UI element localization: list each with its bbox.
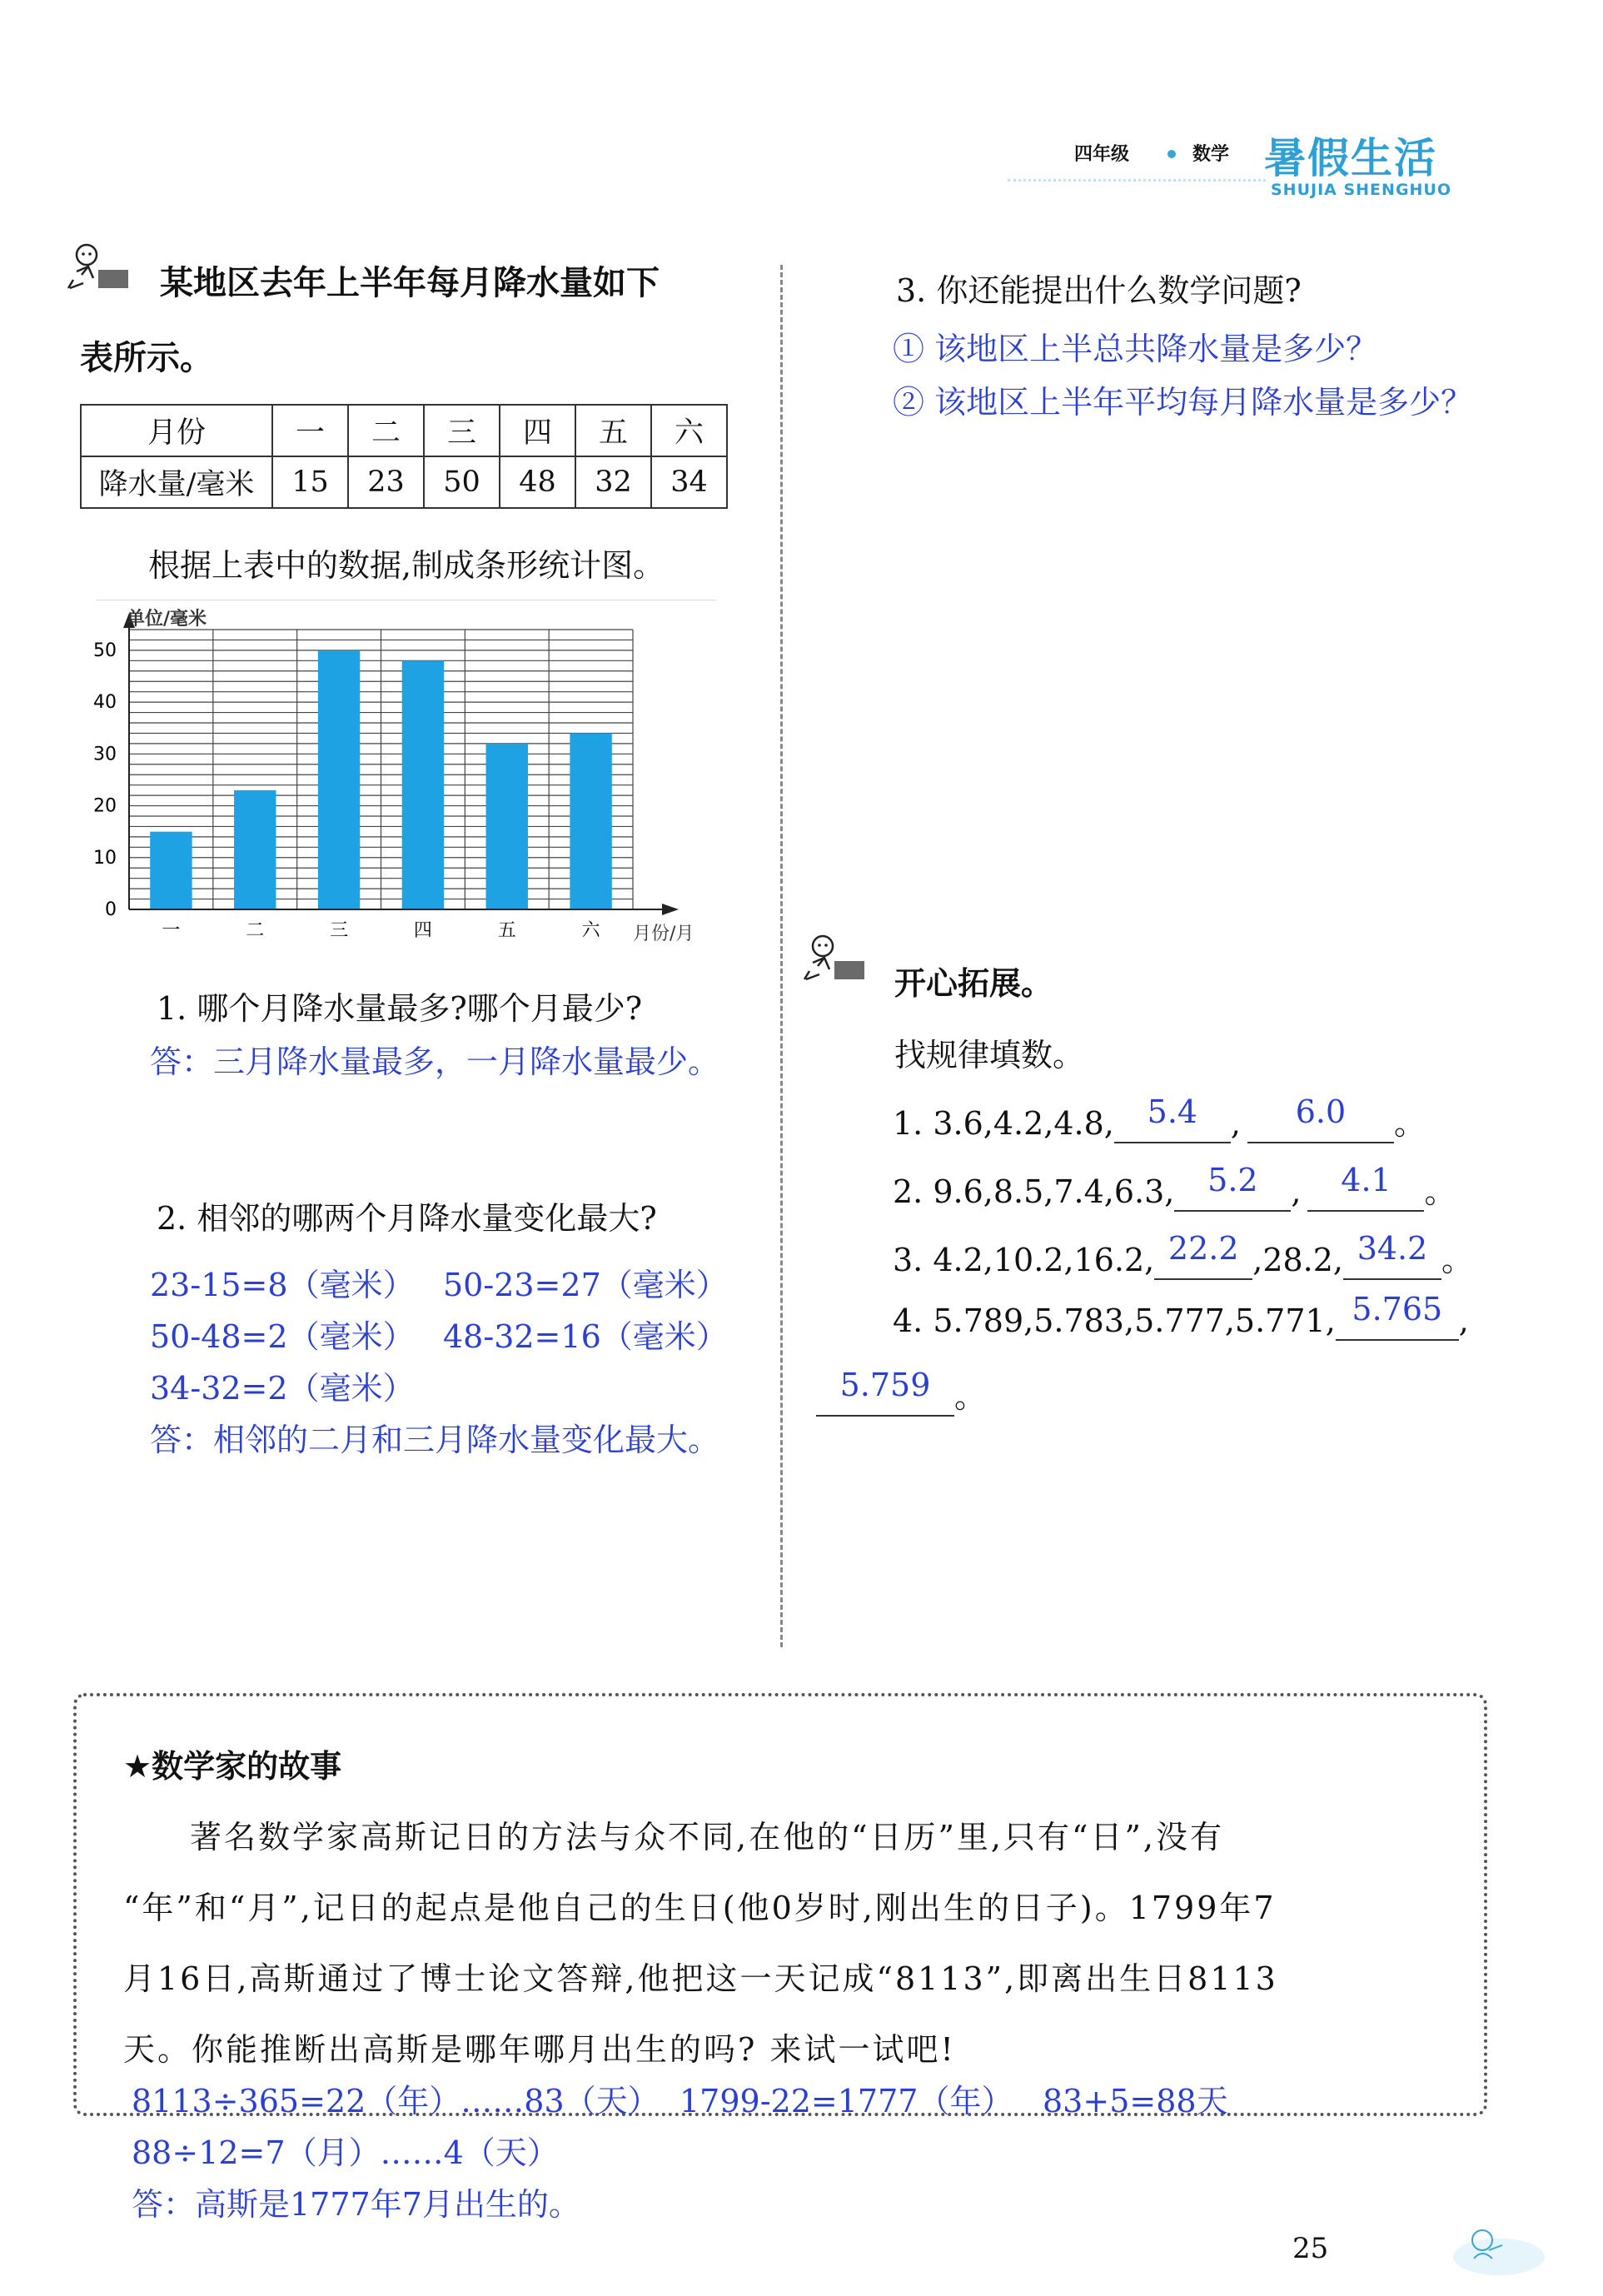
x-tick-label: 五 bbox=[497, 920, 516, 941]
table-value: 48 bbox=[500, 456, 575, 508]
y-tick-label: 30 bbox=[93, 744, 117, 765]
sequence-1: 1. 3.6,4.2,4.8, 5.4 , 6.0 。 bbox=[893, 1093, 1426, 1142]
sequence-3: 3. 4.2,10.2,16.2, 22.2 ,28.2, 34.2 。 bbox=[893, 1230, 1474, 1278]
table-month: 一 bbox=[272, 405, 348, 456]
table-header-label: 月份 bbox=[81, 405, 272, 456]
question-3: 3. 你还能提出什么数学问题? bbox=[896, 272, 1302, 309]
table-row bbox=[81, 456, 727, 508]
sequence-2: 2. 9.6,8.5,7.4,6.3, 5.2 , 4.1 。 bbox=[893, 1162, 1456, 1210]
answer-1: 答：三月降水量最多，一月降水量最少。 bbox=[150, 1043, 720, 1080]
story-title: ★数学家的故事 bbox=[123, 1748, 342, 1785]
answer-2-calc: 34-32=2（毫米） bbox=[150, 1370, 415, 1407]
answer-blank: 5.759 bbox=[816, 1378, 954, 1417]
x-tick-label: 三 bbox=[330, 920, 349, 941]
story-answer-calc: 88÷12=7（月）……4（天） bbox=[132, 2134, 559, 2171]
answer-3-1: ① 该地区上半总共降水量是多少？ bbox=[893, 331, 1378, 367]
answer-blank: 34.2 bbox=[1343, 1242, 1441, 1280]
table-value: 50 bbox=[424, 456, 500, 508]
bar bbox=[570, 733, 611, 909]
story-paragraph: 天。你能推断出高斯是哪年哪月出生的吗? 来试一试吧! bbox=[123, 2031, 956, 2068]
header-rule bbox=[1008, 179, 1266, 182]
answer-blank: 4.1 bbox=[1307, 1173, 1424, 1212]
bar bbox=[402, 660, 444, 909]
answer-2-calc: 50-48=2（毫米） bbox=[150, 1318, 415, 1355]
table-month: 四 bbox=[500, 405, 575, 456]
answer-2-calc: 48-32=16（毫米） bbox=[443, 1318, 728, 1355]
expansion-instruction: 找规律填数。 bbox=[894, 1037, 1085, 1073]
answer-blank: 22.2 bbox=[1154, 1242, 1252, 1280]
problem-intro-line2: 表所示。 bbox=[80, 339, 213, 377]
chart-unit-label: 单位/毫米 bbox=[127, 609, 207, 630]
table-month: 二 bbox=[348, 405, 424, 456]
table-month: 五 bbox=[575, 405, 651, 456]
answer-2-conclusion: 答：相邻的二月和三月降水量变化最大。 bbox=[150, 1422, 720, 1458]
answer-2-calc: 23-15=8（毫米） bbox=[150, 1267, 415, 1303]
story-paragraph: “年”和“月”,记日的起点是他自己的生日(他0岁时,刚出生的日子)。1799年7 bbox=[123, 1890, 1277, 1926]
story-paragraph: 著名数学家高斯记日的方法与众不同,在他的“日历”里,只有“日”,没有 bbox=[190, 1819, 1224, 1855]
answer-2-calc: 50-23=27（毫米） bbox=[443, 1267, 728, 1303]
rainfall-bar-chart bbox=[83, 600, 733, 958]
expansion-title: 开心拓展。 bbox=[894, 965, 1053, 1002]
bar bbox=[234, 790, 276, 909]
x-tick-label: 六 bbox=[581, 920, 600, 941]
answer-3-2: ② 该地区上半年平均每月降水量是多少？ bbox=[893, 384, 1473, 421]
chart-x-label: 月份/月 bbox=[633, 924, 694, 944]
story-answer-calc: 8113÷365=22（年）……83（天） bbox=[132, 2083, 660, 2119]
corner-kid-icon bbox=[1449, 2215, 1549, 2282]
thinking-kid-icon bbox=[801, 933, 868, 983]
table-month: 三 bbox=[424, 405, 500, 456]
bar bbox=[150, 832, 192, 909]
y-tick-label: 20 bbox=[93, 795, 117, 817]
x-tick-label: 二 bbox=[246, 920, 265, 941]
table-value: 32 bbox=[575, 456, 651, 508]
table-value: 23 bbox=[348, 456, 424, 508]
story-answer-conclusion: 答：高斯是1777年7月出生的。 bbox=[132, 2186, 580, 2223]
answer-blank: 5.4 bbox=[1114, 1105, 1231, 1143]
bar bbox=[318, 650, 360, 909]
y-tick-label: 50 bbox=[93, 640, 117, 661]
problem-intro-line1: 某地区去年上半年每月降水量如下 bbox=[160, 264, 660, 302]
answer-blank: 6.0 bbox=[1247, 1105, 1394, 1143]
y-tick-label: 10 bbox=[93, 847, 117, 869]
column-divider bbox=[780, 265, 783, 1647]
x-tick-label: 四 bbox=[413, 920, 432, 941]
table-value: 34 bbox=[651, 456, 727, 508]
sequence-4: 4. 5.789,5.783,5.777,5.771, 5.765 , bbox=[893, 1291, 1469, 1339]
x-axis-arrow-icon bbox=[662, 904, 679, 915]
table-row bbox=[81, 405, 727, 456]
story-answer-calc: 83+5=88天 bbox=[1043, 2083, 1228, 2119]
y-tick-label: 40 bbox=[93, 692, 117, 714]
page-number: 25 bbox=[1292, 2232, 1329, 2265]
thinking-kid-icon bbox=[65, 242, 132, 291]
table-row-label: 降水量/毫米 bbox=[81, 456, 272, 508]
y-tick-label: 0 bbox=[105, 899, 117, 920]
header-dot-icon bbox=[1167, 150, 1176, 158]
answer-blank: 5.765 bbox=[1336, 1302, 1459, 1341]
question-1: 1. 哪个月降水量最多?哪个月最少? bbox=[157, 990, 643, 1027]
question-2: 2. 相邻的哪两个月降水量变化最大? bbox=[157, 1200, 657, 1237]
header-grade: 四年级 bbox=[1074, 144, 1130, 165]
header-logo-pinyin: SHUJIA SHENGHUO bbox=[1271, 181, 1452, 199]
chart-instruction: 根据上表中的数据,制成条形统计图。 bbox=[148, 547, 665, 584]
table-month: 六 bbox=[651, 405, 727, 456]
answer-blank: 5.2 bbox=[1174, 1173, 1291, 1212]
story-answer-calc: 1799-22=1777（年） bbox=[680, 2083, 1013, 2119]
header-subject: 数学 bbox=[1192, 144, 1230, 165]
story-paragraph: 月16日,高斯通过了博士论文答辩,他把这一天记成“8113”,即离出生日8113 bbox=[123, 1960, 1278, 1997]
bar bbox=[486, 744, 528, 909]
rainfall-table bbox=[80, 404, 728, 509]
sequence-4-cont: 5.759 。 bbox=[816, 1371, 986, 1417]
table-value: 15 bbox=[272, 456, 348, 508]
header-logo: 暑假生活 bbox=[1264, 134, 1437, 182]
x-tick-label: 一 bbox=[162, 920, 181, 941]
